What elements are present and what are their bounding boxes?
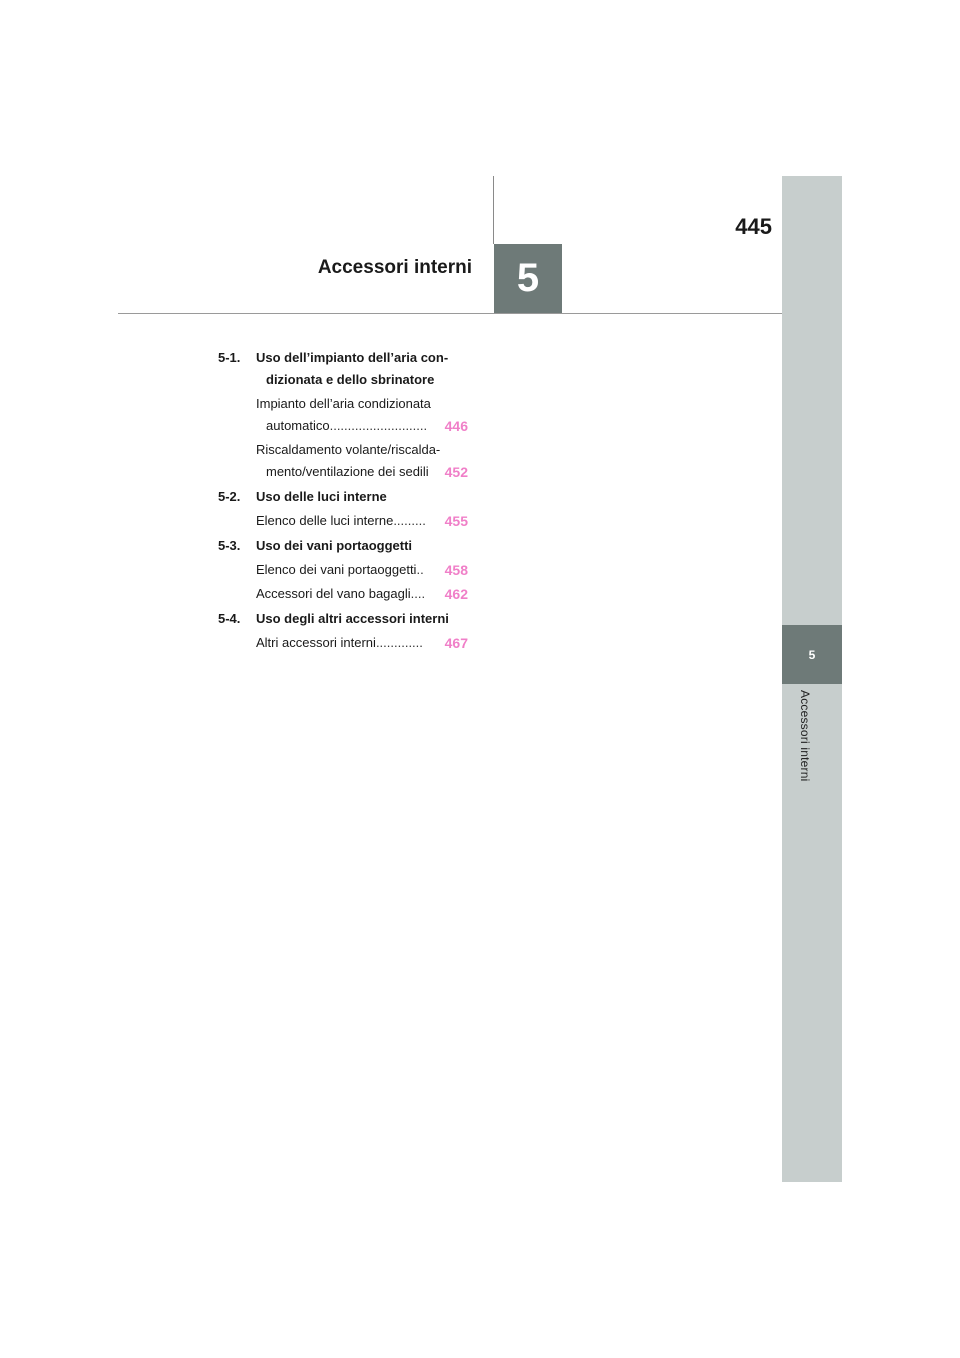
- entry-text: Accessori del vano bagagli: [256, 586, 411, 601]
- section-title-line: Uso dell’impianto dell’aria con-: [256, 350, 449, 365]
- section-title-line: dizionata e dello sbrinatore: [266, 372, 435, 387]
- section-number: 5-3.: [218, 538, 241, 553]
- sidebar-chapter-tab[interactable]: 5: [782, 625, 842, 684]
- chapter-number-box: 5: [494, 244, 562, 313]
- section-number: 5-4.: [218, 611, 241, 626]
- section-title: Uso delle luci interne: [256, 489, 387, 504]
- toc-entry[interactable]: [218, 559, 468, 581]
- toc-section: [218, 486, 468, 508]
- section-number: 5-1.: [218, 350, 241, 365]
- leader-dots: .............: [375, 635, 423, 650]
- entry-text: automatico: [266, 418, 330, 433]
- table-of-contents: [218, 344, 468, 654]
- sidebar-chapter-label: Accessori interni: [798, 690, 812, 782]
- toc-section: [218, 608, 468, 630]
- leader-dots: ...........................: [329, 418, 428, 433]
- leader-dots: .........: [393, 513, 426, 528]
- toc-entry[interactable]: [218, 632, 468, 654]
- entry-text: Elenco delle luci interne: [256, 513, 394, 528]
- section-title: Uso dei vani portaoggetti: [256, 538, 413, 553]
- section-title: [256, 347, 468, 391]
- header-vertical-rule: [493, 176, 494, 244]
- page-number: 445: [735, 214, 772, 239]
- section-number: 5-2.: [218, 489, 241, 504]
- section-title: Uso degli altri accessori interni: [256, 611, 449, 626]
- page-link[interactable]: 458: [444, 562, 468, 578]
- toc-entry[interactable]: [218, 510, 468, 532]
- page-link[interactable]: 462: [444, 586, 468, 602]
- toc-section: [218, 535, 468, 557]
- entry-text: Altri accessori interni: [256, 635, 376, 650]
- page-link[interactable]: 455: [444, 513, 468, 529]
- toc-entry[interactable]: [218, 583, 468, 605]
- header-horizontal-rule: [118, 313, 782, 314]
- toc-entry[interactable]: [218, 439, 468, 483]
- leader-dots: ..: [416, 562, 424, 577]
- toc-entry[interactable]: [218, 393, 468, 437]
- page-link[interactable]: 467: [444, 635, 468, 651]
- entry-text: Impianto dell’aria condizionata: [256, 396, 431, 411]
- page-link[interactable]: 452: [444, 464, 468, 480]
- toc-section: [218, 347, 468, 391]
- leader-dots: [429, 461, 443, 483]
- leader-dots: ....: [410, 586, 426, 601]
- chapter-title: Accessori interni: [317, 257, 472, 278]
- entry-text: mento/ventilazione dei sedili: [266, 464, 429, 479]
- entry-text: Riscaldamento volante/riscalda-: [256, 442, 441, 457]
- page-link[interactable]: 446: [444, 418, 468, 434]
- entry-text: Elenco dei vani portaoggetti: [256, 562, 417, 577]
